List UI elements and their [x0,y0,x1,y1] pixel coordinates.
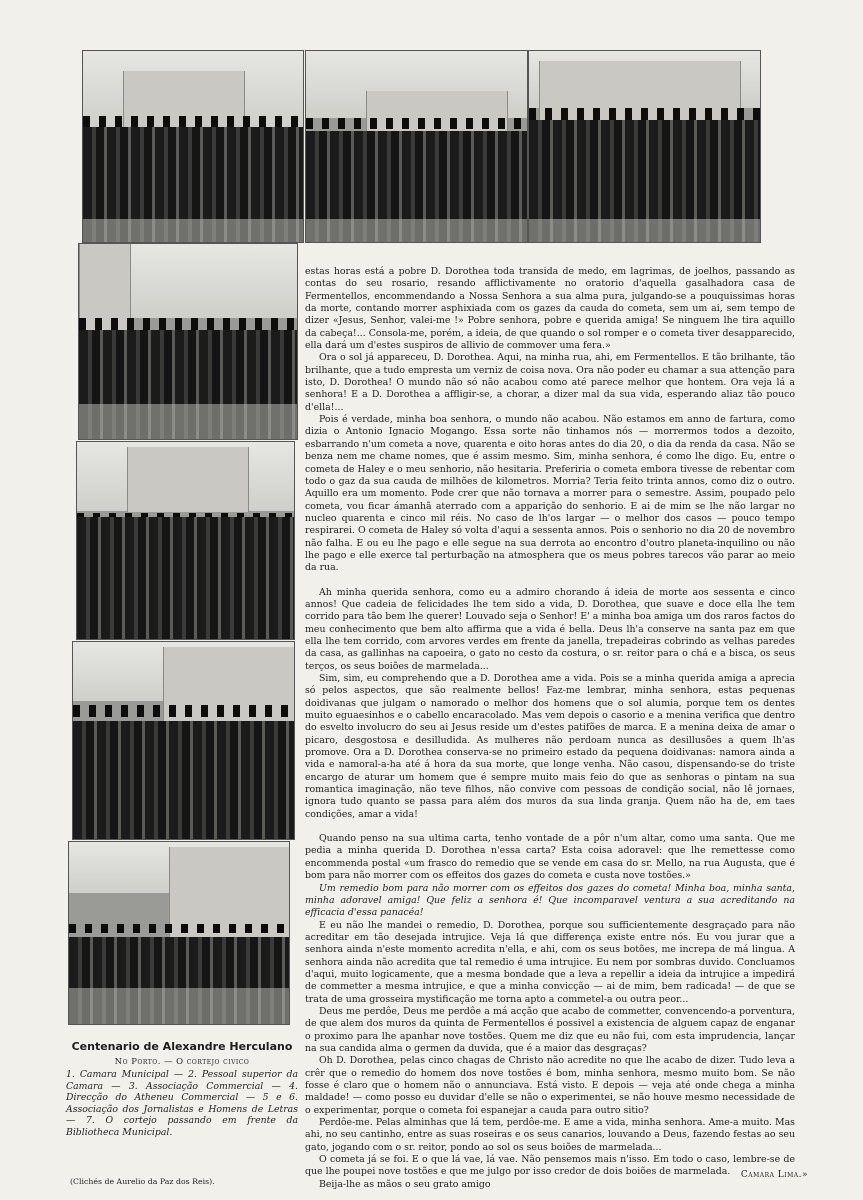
caption-title: Centenario de Alexandre Herculano [71,1040,293,1053]
photo-1-camara-municipal [82,50,304,243]
article-paragraph: Oh D. Dorothea, pelas cinco chagas de Christo não acredite no que lhe acabo de dizer. Tudo leva a crêr que o remedio do homem dos nove tostões é bom, minha senhora, mesmo muito bom. Se não fosse é claro que o homem não o annunciava. Está visto. E depois — veja até onde chega a minha maldade! — como posso eu duvidar d'elle se não o experimentei, se não houve mesmo necessidade de o experimentar, porque o cometa foi espanejar a cauda para outro sitio? [305,1055,795,1116]
caption-subtitle-place: No Porto. [114,1057,161,1067]
caption-items: 1. Camara Municipal — 2. Pessoal superior da Camara — 3. Associação Commercial — 4. Direcção do Atheneu Commercial — 5 e 6. Associação dos Jornalistas e Homens de Letras — 7. O cortejo passando em frente da Bibliotheca Municipal. [66,1069,298,1138]
caption-subtitle-rest: — O cortejo civico [163,1057,250,1067]
article-paragraph: Pois é verdade, minha boa senhora, o mundo não acabou. Não estamos em anno de fartura, como dizia o Antonio Ignacio Mogango. Essa sorte não tinhamos nós — morrermos todos a dezoito, esbarrando n'um cometa a nove, quarenta e oito horas antes do dia 20, o dia da renda da casa. Não se benza nem me chame nomes, que é assim mesmo. Sim, minha senhora, é como lhe digo. Eu, entre o cometa de Haley e o meu senhorio, não hesitaria. Preferiria o cometa embora tivesse de rebentar com todo o gaz da sua cauda de milhões de kilometros. Morria? Teria feito trinta annos, como diz o outro. Aquillo era um momento. Pode crer que não tornava a morrer para o semestre. Assim, poupado pelo cometa, vou ficar ámanhã aterrado com a apparição do senhorio. E ai de mim se lhe não largar no nucleo quarenta e cinco mil réis. No caso de lh'os largar — o melhor dos casos — pouco tempo respirarei. O cometa de Haley só volta d'aqui a sessenta annos. Pois o senhorio no dia 20 de novembro não falha. E ou eu lhe pago e elle segue na sua derrota ao encontro d'outro planeta-inquilino ou não lhe pago e elle exerce tal perturbação na atmosphera que os meus pobres tarecos vão parar ao meio da rua. [305,414,795,574]
article-paragraph: estas horas está a pobre D. Dorothea toda transida de medo, em lagrimas, de joelhos, passando as contas do seu rosario, resando afflictivamente no oratorio d'aquella gasalhadora casa de Fermentellos, encommendando a Nossa Senhora a sua alma pura, julgando-se a pouquissimas horas da morte, contando morrer asphixiada com os gazes da cauda do cometa, sem um ai, sem tempo de dizer «Jesus, Senhor, valei-me !» Pobre senhora, pobre e querida amiga! Se ninguem lhe tira aquillo da cabeça!... Consola-me, porém, a ideia, de que quando o sol romper e o cometa tiver desapparecido, ella dará um d'estes suspiros de allivio de commover uma fera.» [305,266,795,352]
photo-3-associacao-commercial [528,50,761,243]
photo-7-cortejo-bibliotheca [68,841,290,1025]
article-paragraph: O cometa já se foi. E o que lá vae, lá vae. Não pensemos mais n'isso. Em todo o caso, lembre-se de que lhe poupei nove tostões e que me julgo por isso credor de dois boiões de marmelada. [305,1154,795,1178]
article-paragraph: Perdôe-me. Pelas alminhas que lá tem, perdôe-me. E ame a vida, minha senhora. Ame-a muito. Mas ahi, no seu cantinho, entre as suas roseiras e os seus canarios, louvando a Deus, fazendo festas ao seu gato, jogando com o sr. reitor, pondo ao sol os seus boiões de marmelada... [305,1117,795,1153]
article-paragraph: Ora o sol já appareceu, D. Dorothea. Aqui, na minha rua, ahi, em Fermentellos. E tão brilhante, tão brilhante, que a tudo empresta um verniz de coisa nova. Ora não poder eu chamar a sua attenção para isto, D. Dorothea! O mundo não só não acabou como até parece melhor que hontem. Ora veja lá a senhora! E a D. Dorothea a affligir-se, a chorar, a dizer mal da sua vida, esperando aliaz tão pouco d'ella!... [305,352,795,413]
photo-4-atheneu-commercial [78,243,298,440]
article-block-upper [305,266,795,1191]
article-paragraph: Sim, sim, eu comprehendo que a D. Dorothea ame a vida. Pois se a minha querida amiga a aprecia só pelos aspectos, que são realmente bellos! Faz-me lembrar, minha senhora, estas pequenas doidivanas que julgam o namorado o melhor dos homens que o sol alumia, porque tem os dentes muito eguaesinhos e o cabello encaracolado. Mas vem depois o casorio e a menina verifica que dentro do esvelto involucro do seu ai Jesus reside um d'estes patifões de marca. E a menina deixa de amar o picaro, desgostosa e desilludida. As mulheres não perdoam nunca as desillusões a quem lh'as promove. Ora a D. Dorothea conserva-se no primeiro estado da pequena doidivanas: namora ainda a vida e namoral-a-ha até á hora da sua morte, que longe venha. Não casou, dispensando-se do triste encargo de aturar um homem que é sempre muito mais feio do que as senhoras o pintam na sua romantica imaginação, não teve filhos, não convive com pessoas de condição social, não lê jornaes, ignora tudo quanto se passa para além dos muros da sua linda granja. Quem não ha de, em taes condições, amar a vida! [305,673,795,820]
photo-2-pessoal-superior [305,50,528,243]
article-paragraph: Beija-lhe as mãos o seu grato amigo [319,1178,491,1190]
article-paragraph: Ah minha querida senhora, como eu a admiro chorando á ideia de morte aos sessenta e cinco annos! Que cadeia de felicidades lhe tem sido a vida, D. Dorothea, que suave e doce ella lhe tem corrido para tão bem lhe querer! Louvado seja o Senhor! E' a minha boa amiga um dos raros factos do meu conhecimento que bem alto affirma que a vida é bella. Deus lh'a conserve na santa paz em que ella lhe tem corrido, com arvores verdes em frente da janella, trepadeiras cobrindo as velhas paredes da casa, as gallinhas na capoeira, o gato no cesto da costura, o sr. reitor para o chá e a bisca, os seus terços, os seus boiões de marmelada... [305,586,795,672]
photo-6-homens-de-letras [72,641,295,840]
photo-credit: (Clichés de Aurelio da Paz dos Reis). [70,1177,215,1186]
article-paragraph: E eu não lhe mandei o remedio, D. Dorothea, porque sou sufficientemente desgraçado para não acreditar em tão desejada intrujice. Veja lá que differença existe entre nós. Eu vou jurar que a senhora ainda n'este momento acredita n'ella, e ahi, com os seus botões, me increpa de má lingua. A senhora ainda não acredita que tal remedio é uma intrujice. Eu nem por sombras duvido. Concluamos d'aqui, muito logicamente, que a mesma bondade que a leva a repellir a ideia da intrujice a impedirá de commetter a mesma intrujice, e que a minha convicção — ai de mim, bem radicada! — de que se trata de uma grosseira mystificação me torna apto a commetel-a ou outra peor... [305,919,795,1005]
author-signature: Camara Lima.» [740,1170,808,1180]
photo-5-associacao-jornalistas [76,441,295,640]
caption-subtitle [66,1056,298,1067]
article-paragraph: Um remedio bom para não morrer com os effeitos dos gazes do cometa! Minha boa, minha santa, minha adoravel amiga! Que feliz a senhora é! Que incomparavel ventura a sua acreditando na efficacia d'essa panacéa! [305,882,795,919]
article-paragraph: Quando penso na sua ultima carta, tenho vontade de a pôr n'um altar, como uma santa. Que me pedia a minha querida D. Dorothea n'essa carta? Esta coisa adoravel: que lhe remettesse como encommenda postal «um frasco do remedio que se vende em casa do sr. Mello, na rua Augusta, que é bom para não morrer com os effeitos dos gazes do cometa e custa nove tostões.» [305,833,795,882]
article-paragraph: Deus me perdôe, Deus me perdôe a má acção que acabo de commetter, convencendo-a porventura, de que alem dos muros da quinta de Fermentellos é possivel a existencia de alguem capaz de enganar o proximo para lhe apanhar nove tostões. Quem me diz que eu não fui, com esta imprudencia, lançar na sua candida alma o germen da duvida, que é a maior das desgraças? [305,1005,795,1054]
